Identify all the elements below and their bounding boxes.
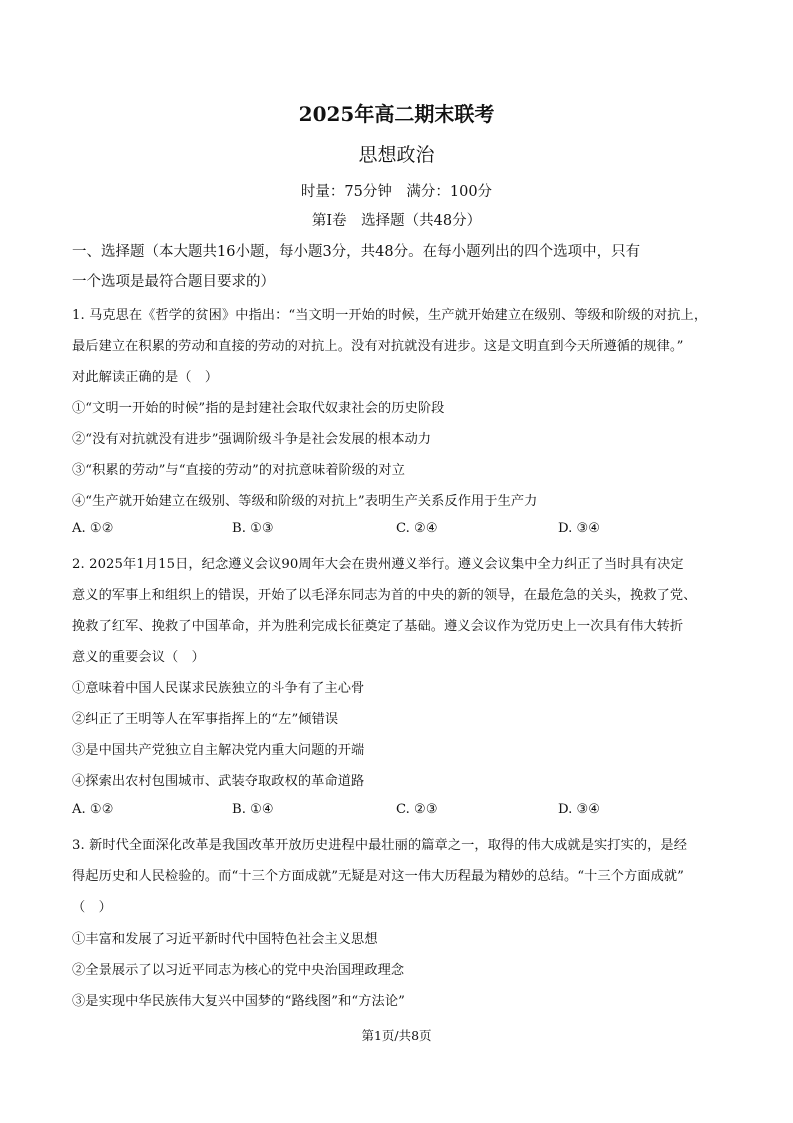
exam-title: 2025年高二期末联考 <box>298 102 495 126</box>
question-text-line: 1. 马克思在《哲学的贫困》中指出：“当文明一开始的时候，生产就开始建立在级别、等级和阶级的对抗上， <box>72 308 708 323</box>
question-text-line: 2. 2025年1月15日，纪念遵义会议90周年大会在贵州遵义举行。遵义会议集中全力纠正了当时具有决定 <box>72 557 684 572</box>
question-text-line: 意义的重要会议（ ） <box>72 650 205 665</box>
section-title: 第Ⅰ卷 选择题（共48分） <box>311 213 482 229</box>
statement-item: ②“没有对抗就没有进步”强调阶级斗争是社会发展的根本动力 <box>72 432 432 447</box>
question-text-line: 意义的军事上和组织上的错误，开始了以毛泽东同志为首的中央的新的领导，在最危急的关头，挽救了党、 <box>72 588 697 603</box>
part-instructions-line-2: 一个选项是最符合题目要求的） <box>72 274 275 290</box>
part-instructions-line-1: 一、选择题（本大题共16小题，每小题3分，共48分。在每小题列出的四个选项中，只有 <box>72 244 641 260</box>
option-d[interactable]: D. ③④ <box>558 802 601 817</box>
statement-item: ③“积累的劳动”与“直接的劳动”的对抗意味着阶级的对立 <box>72 463 405 478</box>
option-b[interactable]: B. ①③ <box>232 521 274 536</box>
statement-item: ①“文明一开始的时候”指的是封建社会取代奴隶社会的历史阶段 <box>72 401 445 416</box>
option-b[interactable]: B. ①④ <box>232 802 274 817</box>
question-text-line: 最后建立在积累的劳动和直接的劳动的对抗上。没有对抗就没有进步。这是文明直到今天所遵循的规律。” <box>72 339 684 354</box>
option-a[interactable]: A. ①② <box>72 802 114 817</box>
statement-item: ④“生产就开始建立在级别、等级和阶级的对抗上”表明生产关系反作用于生产力 <box>72 494 538 509</box>
exam-meta: 时量：75分钟 满分：100分 <box>300 184 493 200</box>
option-c[interactable]: C. ②④ <box>396 521 438 536</box>
page-footer: 第1页/共8页 <box>361 1028 432 1043</box>
option-a[interactable]: A. ①② <box>72 521 114 536</box>
question-text-line: 得起历史和人民检验的。而“十三个方面成就”无疑是对这一伟大历程最为精妙的总结。“十三个方面成就” <box>72 869 685 884</box>
statement-item: ②纠正了王明等人在军事指挥上的“左”倾错误 <box>72 712 339 727</box>
statement-item: ③是中国共产党独立自主解决党内重大问题的开端 <box>72 743 365 758</box>
subject-title: 思想政治 <box>358 144 435 166</box>
statement-item: ④探索出农村包围城市、武装夺取政权的革命道路 <box>72 774 365 789</box>
question-text-line: 挽救了红军、挽救了中国革命，并为胜利完成长征奠定了基础。遵义会议作为党历史上一次具有伟大转折 <box>72 619 684 634</box>
statement-item: ①意味着中国人民谋求民族独立的斗争有了主心骨 <box>72 681 365 696</box>
question-text-line: 3. 新时代全面深化改革是我国改革开放历史进程中最壮丽的篇章之一，取得的伟大成就是实打实的，是经 <box>72 838 688 853</box>
option-c[interactable]: C. ②③ <box>396 802 438 817</box>
option-d[interactable]: D. ③④ <box>558 521 601 536</box>
statement-item: ①丰富和发展了习近平新时代中国特色社会主义思想 <box>72 932 378 947</box>
question-text-line: 对此解读正确的是（ ） <box>72 370 219 385</box>
statement-item: ②全景展示了以习近平同志为核心的党中央治国理政理念 <box>72 963 405 978</box>
question-text-line: （ ） <box>72 900 112 915</box>
statement-item: ③是实现中华民族伟大复兴中国梦的“路线图”和“方法论” <box>72 994 405 1009</box>
